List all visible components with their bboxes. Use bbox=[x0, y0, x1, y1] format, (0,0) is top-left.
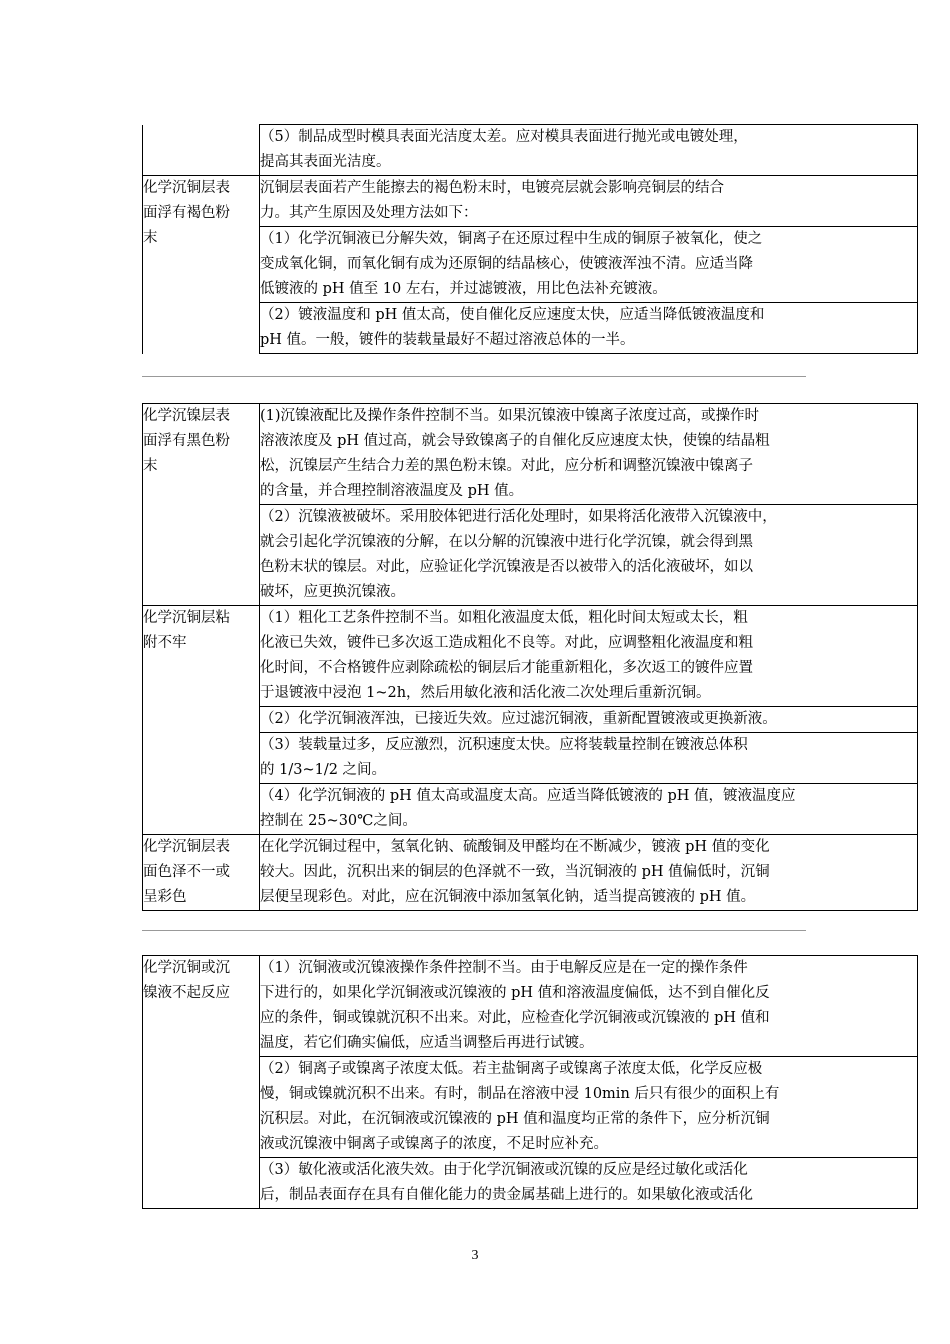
text-line: 温度，若它们确实偏低，应适当调整后再进行试镀。 bbox=[260, 1035, 594, 1051]
text-line: 松，沉镍层产生结合力差的黑色粉末镍。对此，应分析和调整沉镍液中镍离子 bbox=[260, 458, 753, 474]
text-line: 化学沉铜层表 bbox=[143, 839, 230, 855]
solution-cell bbox=[260, 707, 918, 733]
text-line: 较大。因此，沉积出来的铜层的色泽就不一致，当沉铜液的 pH 值偏低时，沉铜 bbox=[260, 864, 770, 880]
solution-cell bbox=[260, 956, 918, 1057]
table-row bbox=[143, 733, 918, 784]
text-line: （2）沉镍液被破坏。采用胶体钯进行活化处理时，如果将活化液带入沉镍液中， bbox=[260, 509, 777, 525]
text-line: （3）敏化液或活化液失效。由于化学沉铜液或沉镍的反应是经过敏化或活化 bbox=[260, 1162, 748, 1178]
text-line: 应的条件，铜或镍就沉积不出来。对此，应检查化学沉铜液或沉镍液的 pH 值和 bbox=[260, 1010, 770, 1026]
text-line: （3）装载量过多，反应激烈，沉积速度太快。应将装载量控制在镀液总体积 bbox=[260, 737, 748, 753]
text-line: 化时间，不合格镀件应剥除疏松的铜层后才能重新粗化，多次返工的镀件应置 bbox=[260, 660, 753, 676]
text-line: （1）化学沉铜液已分解失效，铜离子在还原过程中生成的铜原子被氧化，使之 bbox=[260, 231, 763, 247]
table-row bbox=[143, 505, 918, 606]
text-line: 色粉末状的镍层。对此，应验证化学沉镍液是否以被带入的活化液破坏，如以 bbox=[260, 559, 753, 575]
text-line: 就会引起化学沉镍液的分解，在以分解的沉镍液中进行化学沉镍，就会得到黑 bbox=[260, 534, 753, 550]
section-divider bbox=[142, 930, 806, 931]
text-line: 化学沉铜或沉 bbox=[143, 960, 230, 976]
problem-cell bbox=[143, 606, 260, 835]
table-row bbox=[143, 176, 918, 227]
text-line: 镍液不起反应 bbox=[143, 985, 230, 1001]
table-row bbox=[143, 784, 918, 835]
solution-cell bbox=[260, 303, 918, 354]
text-line: 低镀液的 pH 值至 10 左右，并过滤镀液，用比色法补充镀液。 bbox=[260, 281, 667, 297]
table-row bbox=[143, 1158, 918, 1209]
text-line: （5）制品成型时模具表面光洁度太差。应对模具表面进行抛光或电镀处理， bbox=[260, 129, 748, 145]
text-line: 呈彩色 bbox=[143, 889, 187, 905]
text-line: 沉铜层表面若产生能擦去的褐色粉末时，电镀亮层就会影响亮铜层的结合 bbox=[260, 180, 724, 196]
text-line: 的 1/3~1/2 之间。 bbox=[260, 762, 387, 778]
text-line: 化学沉铜层粘 bbox=[143, 610, 230, 626]
problem-cell bbox=[143, 835, 260, 911]
solution-cell bbox=[260, 505, 918, 606]
text-line: 后，制品表面存在具有自催化能力的贵金属基础上进行的。如果敏化液或活化 bbox=[260, 1187, 753, 1203]
text-line: 层便呈现彩色。对此，应在沉铜液中添加氢氧化钠，适当提高镀液的 pH 值。 bbox=[260, 889, 756, 905]
table-row bbox=[143, 835, 918, 911]
page-number: 3 bbox=[471, 1248, 479, 1263]
text-line: （2）铜离子或镍离子浓度太低。若主盐铜离子或镍离子浓度太低，化学反应极 bbox=[260, 1061, 763, 1077]
table-row bbox=[143, 1057, 918, 1158]
text-line: 控制在 25~30℃之间。 bbox=[260, 813, 417, 829]
text-line: 附不牢 bbox=[143, 635, 187, 651]
solution-cell bbox=[260, 1057, 918, 1158]
text-line: 破坏，应更换沉镍液。 bbox=[260, 584, 405, 600]
problem-cell bbox=[143, 176, 260, 354]
text-line: 化学沉铜层表 bbox=[143, 180, 230, 196]
table-row bbox=[143, 956, 918, 1057]
text-line: 化液已失效，镀件已多次返工造成粗化不良等。对此，应调整粗化液温度和粗 bbox=[260, 635, 753, 651]
text-line: 下进行的，如果化学沉铜液或沉镍液的 pH 值和溶液温度偏低，达不到自催化反 bbox=[260, 985, 770, 1001]
solution-cell bbox=[260, 404, 918, 505]
text-line: 溶液浓度及 pH 值过高，就会导致镍离子的自催化反应速度太快，使镍的结晶粗 bbox=[260, 433, 770, 449]
solution-cell bbox=[260, 125, 918, 176]
text-line: 变成氧化铜，而氧化铜有成为还原铜的结晶核心，使镀液浑浊不清。应适当降 bbox=[260, 256, 753, 272]
text-line: （2）化学沉铜液浑浊，已接近失效。应过滤沉铜液，重新配置镀液或更换新液。 bbox=[260, 711, 777, 727]
solution-cell bbox=[260, 733, 918, 784]
problem-cell bbox=[143, 125, 260, 176]
text-line: （1）沉铜液或沉镍液操作条件控制不当。由于电解反应是在一定的操作条件 bbox=[260, 960, 748, 976]
table-row bbox=[143, 125, 918, 176]
text-line: 的含量，并合理控制溶液温度及 pH 值。 bbox=[260, 483, 524, 499]
solution-cell bbox=[260, 227, 918, 303]
table-row bbox=[143, 227, 918, 303]
text-line: 末 bbox=[143, 458, 158, 474]
troubleshooting-table bbox=[142, 124, 918, 354]
problem-cell bbox=[143, 956, 260, 1209]
text-line: (1)沉镍液配比及操作条件控制不当。如果沉镍液中镍离子浓度过高，或操作时 bbox=[260, 408, 760, 424]
text-line: pH 值。一般，镀件的装载量最好不超过溶液总体的一半。 bbox=[260, 332, 635, 348]
text-line: 液或沉镍液中铜离子或镍离子的浓度，不足时应补充。 bbox=[260, 1136, 608, 1152]
table-row bbox=[143, 404, 918, 505]
solution-cell bbox=[260, 1158, 918, 1209]
section-divider bbox=[142, 376, 806, 377]
text-line: 沉积层。对此，在沉铜液或沉镍液的 pH 值和温度均正常的条件下，应分析沉铜 bbox=[260, 1111, 770, 1127]
text-line: 末 bbox=[143, 230, 158, 246]
text-line: 力。其产生原因及处理方法如下： bbox=[260, 205, 478, 221]
text-line: 面浮有褐色粉 bbox=[143, 205, 230, 221]
solution-cell bbox=[260, 835, 918, 911]
text-line: 面浮有黑色粉 bbox=[143, 433, 230, 449]
text-line: （4）化学沉铜液的 pH 值太高或温度太高。应适当降低镀液的 pH 值，镀液温度应 bbox=[260, 788, 796, 804]
table-row bbox=[143, 707, 918, 733]
problem-cell bbox=[143, 404, 260, 606]
text-line: （1）粗化工艺条件控制不当。如粗化液温度太低，粗化时间太短或太长，粗 bbox=[260, 610, 748, 626]
text-line: （2）镀液温度和 pH 值太高，使自催化反应速度太快，应适当降低镀液温度和 bbox=[260, 307, 765, 323]
troubleshooting-table bbox=[142, 403, 918, 911]
table-row bbox=[143, 303, 918, 354]
text-line: 提高其表面光洁度。 bbox=[260, 154, 391, 170]
text-line: 慢，铜或镍就沉积不出来。有时，制品在溶液中浸 10min 后只有很少的面积上有 bbox=[260, 1086, 780, 1102]
text-line: 于退镀液中浸泡 1~2h，然后用敏化液和活化液二次处理后重新沉铜。 bbox=[260, 685, 711, 701]
table-row bbox=[143, 606, 918, 707]
text-line: 在化学沉铜过程中，氢氧化钠、硫酸铜及甲醛均在不断减少，镀液 pH 值的变化 bbox=[260, 839, 770, 855]
solution-cell bbox=[260, 784, 918, 835]
solution-cell bbox=[260, 606, 918, 707]
text-line: 面色泽不一或 bbox=[143, 864, 230, 880]
solution-cell bbox=[260, 176, 918, 227]
text-line: 化学沉镍层表 bbox=[143, 408, 230, 424]
troubleshooting-table bbox=[142, 955, 918, 1209]
